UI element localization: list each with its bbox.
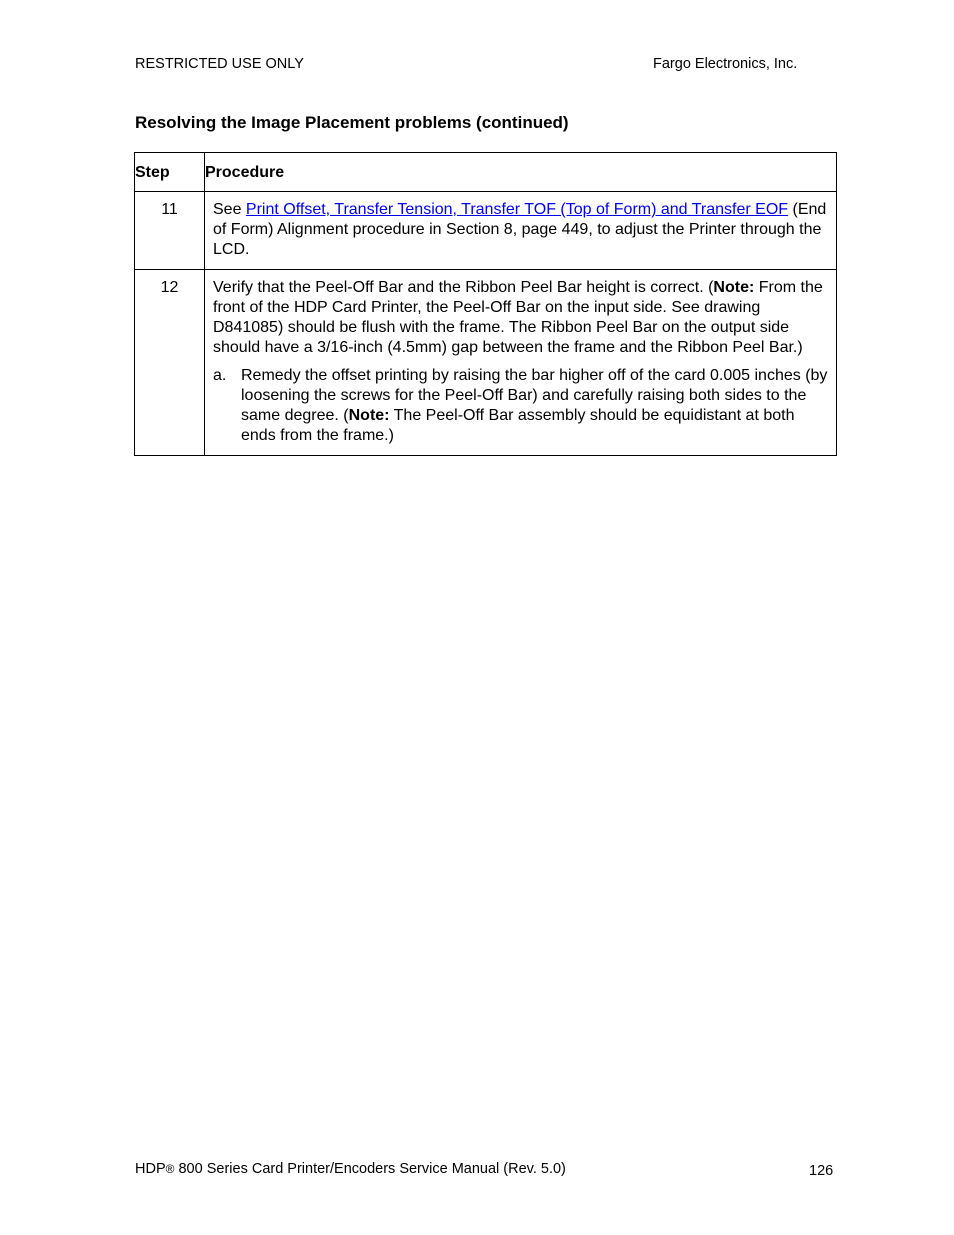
procedure-text: From the front of the HDP Card Printer, the Peel-Off Bar on the input side. See drawing D841085) should be flush with the frame. The Ribbon Peel Bar on the output side should have a 3/16-inch (4.5mm) gap between the frame and the Ribbon Peel Bar.)	[213, 279, 823, 356]
footer-manual-title: 800 Series Card Printer/Encoders Service Manual (Rev. 5.0)	[174, 1161, 566, 1177]
table-row	[135, 270, 837, 456]
step-number: 11	[135, 192, 205, 270]
header-restricted: RESTRICTED USE ONLY	[135, 56, 304, 72]
footer-title	[135, 1161, 566, 1177]
note-label: Note:	[713, 279, 755, 296]
table-header-row	[135, 153, 837, 192]
note-label: Note:	[348, 407, 390, 424]
procedure-cell	[205, 192, 837, 270]
procedure-text: See	[213, 201, 246, 218]
procedure-text: Verify that the Peel-Off Bar and the Ribbon Peel Bar height is correct. (	[213, 279, 714, 296]
sub-step-marker: a.	[213, 367, 227, 384]
alignment-procedure-link[interactable]: Print Offset, Transfer Tension, Transfer TOF (Top of Form) and Transfer EOF	[245, 201, 789, 218]
table-row	[135, 192, 837, 270]
registered-mark: ®	[165, 1162, 175, 1176]
sub-step	[213, 366, 828, 446]
sub-step-text	[241, 366, 828, 446]
procedure-text: The Peel-Off Bar assembly should be equidistant at both ends from the frame.)	[241, 407, 795, 444]
column-header-procedure: Procedure	[205, 153, 837, 192]
step-number: 12	[135, 270, 205, 456]
footer-brand: HDP	[135, 1161, 166, 1177]
procedure-table	[134, 152, 837, 456]
column-header-step: Step	[135, 153, 205, 192]
procedure-paragraph	[213, 278, 828, 358]
procedure-text: (End of Form) Alignment procedure in Section 8, page 449, to adjust the Printer through the LCD.	[213, 201, 827, 258]
header-company: Fargo Electronics, Inc.	[653, 56, 798, 72]
page-number: 126	[809, 1163, 834, 1179]
procedure-cell	[205, 270, 837, 456]
procedure-text: Remedy the offset printing by raising the bar higher off of the card 0.005 inches (by loosening the screws for the Peel-Off Bar) and carefully raising both sides to the same degree. (	[241, 367, 828, 424]
section-title: Resolving the Image Placement problems (continued)	[135, 113, 569, 132]
